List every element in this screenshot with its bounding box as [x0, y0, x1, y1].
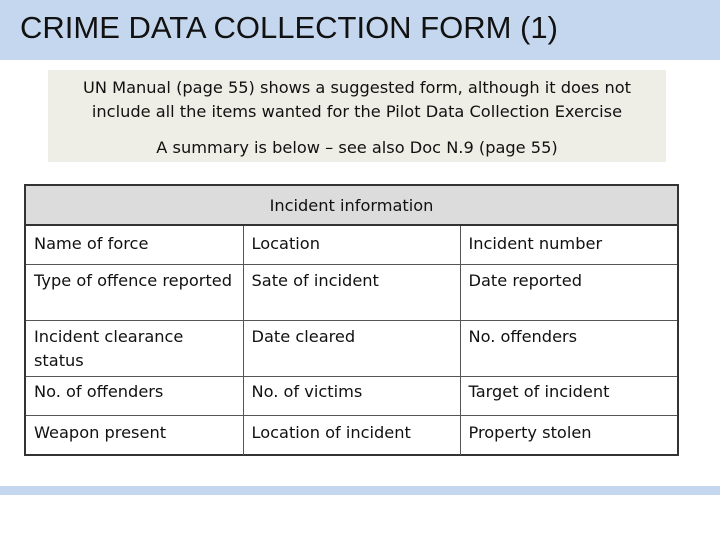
footer-band: [0, 486, 720, 495]
table-cell: No. of offenders: [26, 376, 243, 415]
table-cell: Sate of incident: [243, 264, 460, 320]
table-cell: Date cleared: [243, 320, 460, 376]
incident-information-table: [26, 186, 677, 455]
table-cell: Target of incident: [460, 376, 677, 415]
incident-table-frame: [24, 184, 679, 456]
table-cell: Location of incident: [243, 415, 460, 455]
table-cell: Incident clearance status: [26, 320, 243, 376]
slide-title: CRIME DATA COLLECTION FORM (1): [20, 10, 558, 45]
table-cell: Incident number: [460, 225, 677, 264]
table-cell: Location: [243, 225, 460, 264]
table-header-row: [26, 186, 677, 225]
summary-box: [48, 70, 666, 162]
summary-line-3: A summary is below – see also Doc N.9 (page 55): [156, 138, 558, 157]
summary-line-2: include all the items wanted for the Pilot Data Collection Exercise: [91, 102, 623, 121]
table-row: [26, 415, 677, 455]
table-row: [26, 264, 677, 320]
table-cell: Type of offence reported: [26, 264, 243, 320]
table-row: [26, 225, 677, 264]
table-header-label: Incident information: [269, 195, 434, 215]
table-header: [26, 186, 677, 225]
table-cell: No. of victims: [243, 376, 460, 415]
summary-line-1: UN Manual (page 55) shows a suggested form, although it does not: [83, 78, 631, 97]
table-row: [26, 376, 677, 415]
table-cell: Date reported: [460, 264, 677, 320]
table-cell: No. offenders: [460, 320, 677, 376]
table-cell: Name of force: [26, 225, 243, 264]
table-cell: Property stolen: [460, 415, 677, 455]
table-cell: Weapon present: [26, 415, 243, 455]
table-row: [26, 320, 677, 376]
